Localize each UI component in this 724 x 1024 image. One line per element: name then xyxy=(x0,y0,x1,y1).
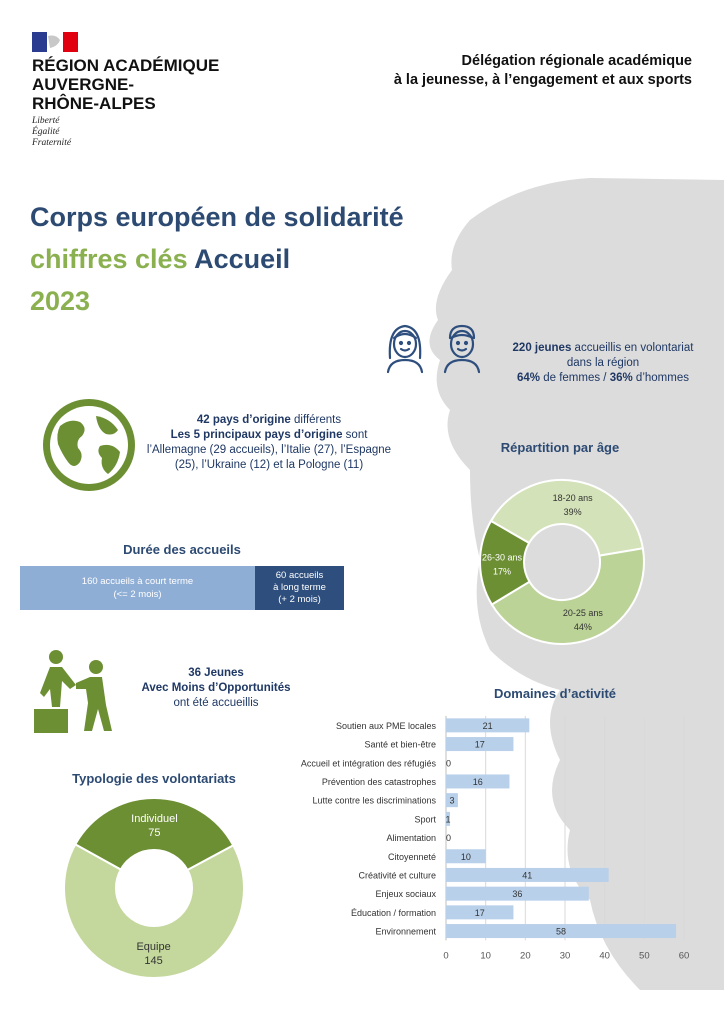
domaines-category-2: Accueil et intégration des réfugiés xyxy=(300,758,436,769)
domaines-category-6: Alimentation xyxy=(386,833,436,844)
domaines-category-7: Citoyenneté xyxy=(387,851,436,862)
duree-long-segment xyxy=(255,566,344,610)
logo-block xyxy=(18,18,242,160)
jeunes-text2: dans la région xyxy=(566,357,640,369)
domaines-category-0: Soutien aux PME locales xyxy=(335,720,436,731)
duree-court-segment xyxy=(20,566,255,610)
domaines-value-0: 21 xyxy=(482,720,493,731)
domaines-xtick-3: 30 xyxy=(559,950,571,962)
duree-long-line2: à long terme xyxy=(273,582,326,593)
page-year: 2023 xyxy=(30,286,91,316)
pays-line4: (25), l’Ukraine (12) et la Pologne (11) xyxy=(174,459,364,471)
duree-long-line1: 60 accueils xyxy=(275,570,324,581)
age-label-0: 18-20 ans xyxy=(552,492,593,503)
pays-principaux: Les 5 principaux pays d’origine xyxy=(170,429,343,441)
domaines-category-3: Prévention des catastrophes xyxy=(321,776,436,787)
delegation-line-1: Délégation régionale académique xyxy=(461,53,692,69)
duree-long-line3: (+ 2 mois) xyxy=(278,594,321,605)
age-value-2: 17% xyxy=(492,566,512,577)
domaines-category-11: Environnement xyxy=(375,926,436,937)
domaines-xtick-5: 50 xyxy=(639,950,650,962)
domaines-title: Domaines d’activité xyxy=(493,686,617,701)
delegation-title xyxy=(394,52,692,90)
marianne-flag-icon xyxy=(32,32,78,52)
age-label-1: 20-25 ans xyxy=(562,608,603,619)
typo-value-1: 145 xyxy=(144,954,163,967)
motto-fraternite: Fraternité xyxy=(32,138,72,148)
domaines-value-7: 10 xyxy=(460,851,471,862)
logo-line-2: AUVERGNE- xyxy=(32,75,135,94)
duree-court-line1: 160 accueils à court terme xyxy=(81,576,194,587)
duree-bar xyxy=(20,566,344,610)
domaines-xtick-2: 20 xyxy=(520,950,531,962)
domaines-xtick-0: 0 xyxy=(443,950,449,962)
pct-hommes: 36% xyxy=(609,372,633,384)
jamo-stat xyxy=(104,666,328,711)
logo-line-1: RÉGION ACADÉMIQUE xyxy=(32,56,220,75)
typologie-title: Typologie des volontariats xyxy=(72,771,236,786)
domaines-category-10: Éducation / formation xyxy=(350,907,436,918)
domaines-value-5: 1 xyxy=(445,814,451,825)
age-label-2: 26-30 ans xyxy=(481,552,523,563)
age-donut-chart xyxy=(462,462,662,662)
duree-title: Durée des accueils xyxy=(123,542,241,557)
domaines-value-2: 0 xyxy=(446,758,452,769)
pct-femmes: 64% xyxy=(517,372,541,384)
subtitle-navy: Accueil xyxy=(194,244,291,274)
jamo-line3: ont été accueillis xyxy=(173,697,259,709)
typo-label-0: Individuel xyxy=(131,813,178,826)
typo-value-0: 75 xyxy=(148,827,161,840)
jeunes-text1: accueillis en volontariat xyxy=(571,342,694,354)
domaines-category-4: Lutte contre les discriminations xyxy=(312,795,436,806)
domaines-value-6: 0 xyxy=(446,833,452,844)
domaines-xtick-1: 10 xyxy=(480,950,491,962)
logo-line-3: RHÔNE-ALPES xyxy=(32,94,156,113)
duree-court-line2: (<= 2 mois) xyxy=(113,589,162,600)
domaines-value-9: 36 xyxy=(512,889,523,900)
page-title: Corps européen de solidarité xyxy=(30,202,404,232)
domaines-category-5: Sport xyxy=(414,814,436,825)
pays-count-suffix: différents xyxy=(290,414,342,426)
label-hommes: d’hommes xyxy=(632,372,689,384)
domaines-category-8: Créativité et culture xyxy=(358,870,436,881)
domaines-value-3: 16 xyxy=(472,776,483,787)
domaines-value-8: 41 xyxy=(522,870,533,881)
domaines-value-1: 17 xyxy=(474,739,485,750)
age-value-1: 44% xyxy=(573,622,592,633)
domaines-xtick-6: 60 xyxy=(678,950,690,962)
motto-liberte: Liberté xyxy=(32,116,60,126)
globe-icon xyxy=(40,396,138,494)
domaines-bar-chart xyxy=(270,708,710,970)
domaines-value-11: 58 xyxy=(556,926,567,937)
typo-label-1: Equipe xyxy=(136,940,171,953)
pays-principaux-suffix: sont xyxy=(342,429,368,441)
domaines-value-4: 3 xyxy=(449,795,455,806)
jeunes-count: 220 jeunes xyxy=(512,342,572,354)
domaines-value-10: 17 xyxy=(474,907,485,918)
jamo-line2: Avec Moins d’Opportunités xyxy=(141,682,291,694)
pays-line3: l’Allemagne (29 accueils), l’Italie (27), l’Espagne xyxy=(146,444,392,456)
jamo-line1: 36 Jeunes xyxy=(188,667,244,679)
young-people-icon xyxy=(378,318,490,374)
age-chart-title: Répartition par âge xyxy=(500,440,620,455)
domaines-xtick-4: 40 xyxy=(599,950,610,962)
pays-stat xyxy=(136,413,402,473)
motto-egalite: Égalité xyxy=(32,127,60,137)
jeunes-stat xyxy=(490,341,716,386)
domaines-category-1: Santé et bien-être xyxy=(364,739,436,750)
domaines-category-9: Enjeux sociaux xyxy=(375,889,436,900)
typologie-donut-chart xyxy=(60,794,248,982)
page-subtitle xyxy=(30,242,290,276)
subtitle-green: chiffres clés xyxy=(30,244,188,274)
delegation-line-2: à la jeunesse, à l’engagement et aux sports xyxy=(393,72,692,88)
label-femmes: de femmes / xyxy=(540,372,610,384)
pays-count: 42 pays d’origine xyxy=(196,414,291,426)
age-value-0: 39% xyxy=(563,506,582,517)
